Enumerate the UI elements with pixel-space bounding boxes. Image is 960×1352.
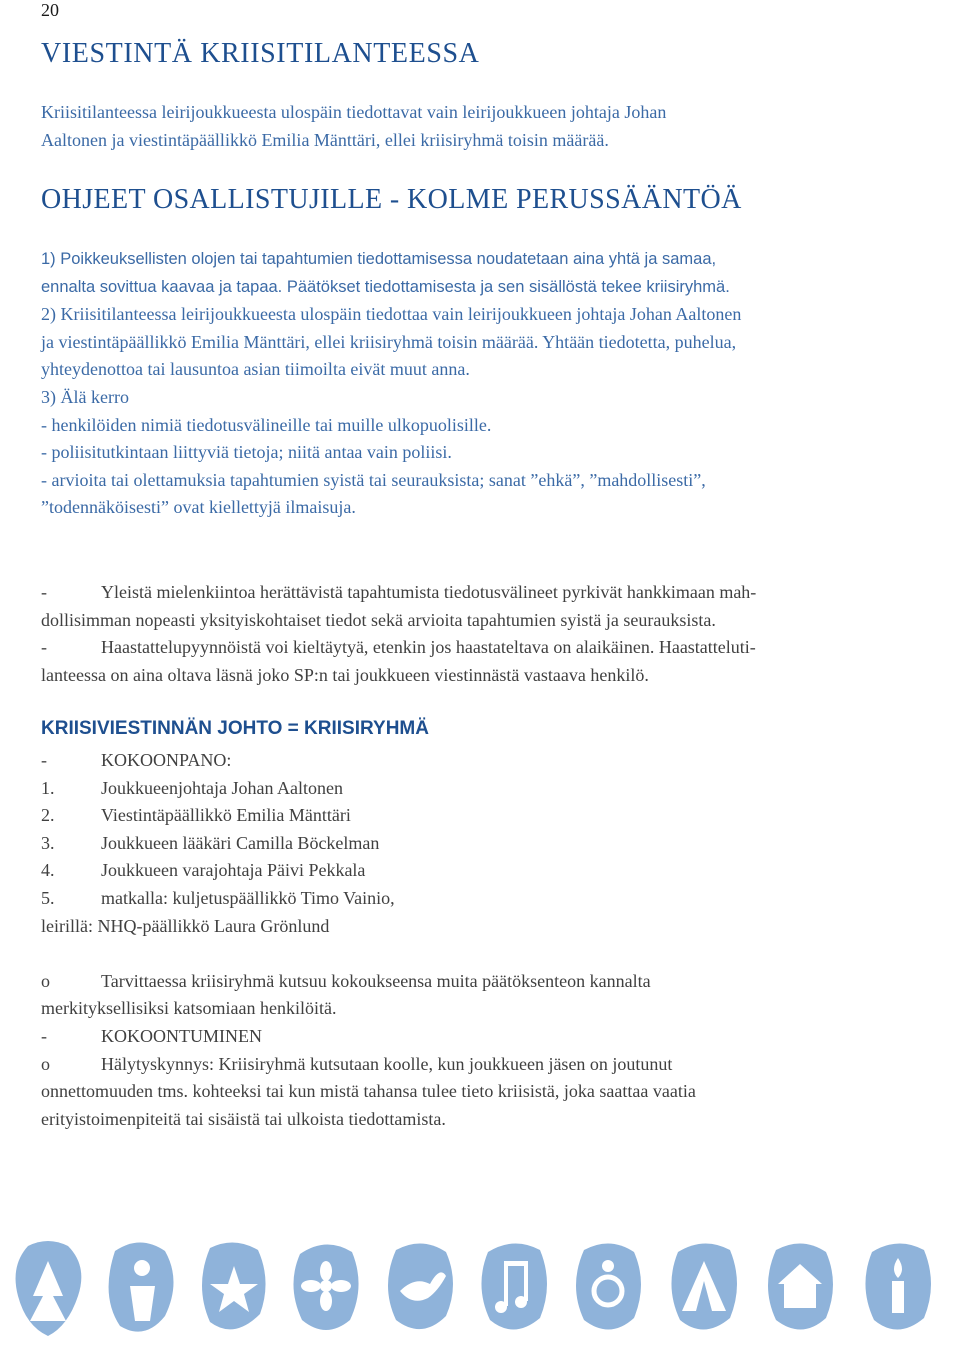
dove-icon (380, 1236, 460, 1352)
rule-line: - henkilöiden nimiä tiedotusvälineille tai muille ulkopuolisille. (41, 414, 492, 435)
candle-icon (858, 1236, 938, 1352)
rule-line: ”todennäköisesti” ovat kiellettyjä ilmaisuja. (41, 497, 356, 518)
list-item (41, 1106, 696, 1134)
figure-icon (568, 1236, 648, 1352)
bullet: 5. (41, 887, 55, 908)
list-item-text: Joukkueen varajohtaja Päivi Pekkala (101, 860, 366, 881)
intro-line: Aaltonen ja viestintäpäällikkö Emilia Mänttäri, ellei kriisiryhmä toisin määrää. (41, 129, 609, 150)
media-note-text: lanteessa on aina oltava läsnä joko SP:n tai joukkueen viestinnästä vastaava henkilö. (41, 664, 649, 685)
media-note-text: Yleistä mielenkiintoa herättävistä tapahtumista tiedotusvälineet pyrkivät hankkimaan mah- (101, 582, 757, 602)
list-item-text: matkalla: kuljetuspäällikkö Timo Vainio, (101, 887, 395, 908)
media-note-line (41, 634, 756, 662)
rule-line: 1) Poikkeuksellisten olojen tai tapahtumien tiedottamisessa noudatetaan aina yhtä ja samaa, (41, 250, 717, 268)
rules-list (41, 246, 741, 522)
list-item-text: Viestintäpäällikkö Emilia Mänttäri (101, 805, 351, 826)
list-item-text: erityistoimenpiteitä tai sisäistä tai ulkoista tiedottamista. (41, 1108, 446, 1129)
house-icon (760, 1236, 840, 1352)
list-item-text: Joukkueenjohtaja Johan Aaltonen (101, 777, 343, 798)
bullet: 1. (41, 777, 55, 798)
bullet: o (41, 970, 50, 991)
list-item (41, 857, 696, 885)
intro-line: Kriisitilanteessa leirijoukkueesta ulospäin tiedottavat vain leirijoukkueen johtaja Johan (41, 102, 667, 122)
bullet: 4. (41, 860, 55, 881)
bullet: - (41, 582, 47, 602)
person-icon (100, 1236, 180, 1352)
list-item (41, 1078, 696, 1106)
page-number: 20 (41, 0, 59, 20)
rule-line: 2) Kriisitilanteessa leirijoukkueesta ulospäin tiedottaa vain leirijoukkueen johtaja Johan Aaltonen (41, 304, 742, 325)
rule-line: ja viestintäpäällikkö Emilia Mänttäri, ellei kriisiryhmä toisin määrää. Yhtään tiedotetta, puhelua, (41, 331, 737, 352)
media-note-line (41, 579, 756, 607)
rule-line: ennalta sovittua kaavaa ja tapaa. Päätökset tiedottamisesta ja sen sisällöstä tekee kriisiryhmä. (41, 277, 730, 296)
list-item (41, 747, 696, 775)
bullet: o (41, 1053, 50, 1074)
list-item-text: Tarvittaessa kriisiryhmä kutsuu kokoukseensa muita päätöksenteon kannalta (101, 970, 651, 991)
bullet: - (41, 1025, 47, 1046)
tree-icon (8, 1236, 88, 1352)
intro-paragraph (41, 99, 666, 154)
tent-icon (664, 1236, 744, 1352)
list-item (41, 802, 696, 830)
rule-line: - arvioita tai olettamuksia tapahtumien syistä tai seurauksista; sanat ”ehkä”, ”mahdollisesti”, (41, 469, 706, 490)
media-notes (41, 579, 756, 689)
list-item (41, 995, 696, 1023)
star-icon (192, 1236, 272, 1352)
list-item (41, 1023, 696, 1051)
media-note-text: Haastattelupyynnöistä voi kieltäytyä, etenkin jos haastateltava on alaikäinen. Haastatteluti- (101, 637, 756, 658)
list-item-text: Hälytyskynnys: Kriisiryhmä kutsutaan koolle, kun joukkueen jäsen on joutunut (101, 1053, 673, 1074)
list-item-text: merkityksellisiksi katsomiaan henkilöitä. (41, 998, 337, 1019)
media-note-line (41, 662, 756, 690)
group-heading: KRIISIVIESTINNÄN JOHTO = KRIISIRYHMÄ (41, 718, 429, 739)
list-item (41, 775, 696, 803)
blank-line (41, 940, 696, 968)
rules-heading: OHJEET OSALLISTUJILLE - KOLME PERUSSÄÄNTÖÄ (41, 184, 742, 215)
rule-line: 3) Älä kerro (41, 386, 129, 407)
list-item (41, 830, 696, 858)
list-item-text: Joukkueen lääkäri Camilla Böckelman (101, 832, 380, 853)
group-list (41, 747, 696, 1133)
bullet: - (41, 637, 47, 658)
list-item-text: KOKOONPANO: (101, 750, 232, 770)
media-note-line (41, 607, 756, 635)
music-notes-icon (474, 1236, 554, 1352)
list-item (41, 885, 696, 913)
flower-icon (286, 1236, 366, 1352)
rule-line: yhteydenottoa tai lausuntoa asian tiimoilta eivät muut anna. (41, 359, 470, 380)
bullet: - (41, 750, 47, 770)
list-item (41, 913, 696, 941)
list-item-text: leirillä: NHQ-päällikkö Laura Grönlund (41, 915, 330, 936)
rule-line: - poliisitutkintaan liittyviä tietoja; niitä antaa vain poliisi. (41, 442, 452, 463)
footer-icon-row (0, 1236, 960, 1352)
list-item-text: KOKOONTUMINEN (101, 1025, 262, 1046)
bullet: 2. (41, 805, 55, 826)
list-item (41, 968, 696, 996)
media-note-text: dollisimman nopeasti yksityiskohtaiset tiedot sekä arvioita tapahtumien syistä ja seurauksista. (41, 609, 716, 630)
bullet: 3. (41, 832, 55, 853)
list-item (41, 1051, 696, 1079)
page-title: VIESTINTÄ KRIISITILANTEESSA (41, 38, 480, 69)
list-item-text: onnettomuuden tms. kohteeksi tai kun mistä tahansa tulee tieto kriisistä, joka saattaa vaatia (41, 1081, 696, 1102)
